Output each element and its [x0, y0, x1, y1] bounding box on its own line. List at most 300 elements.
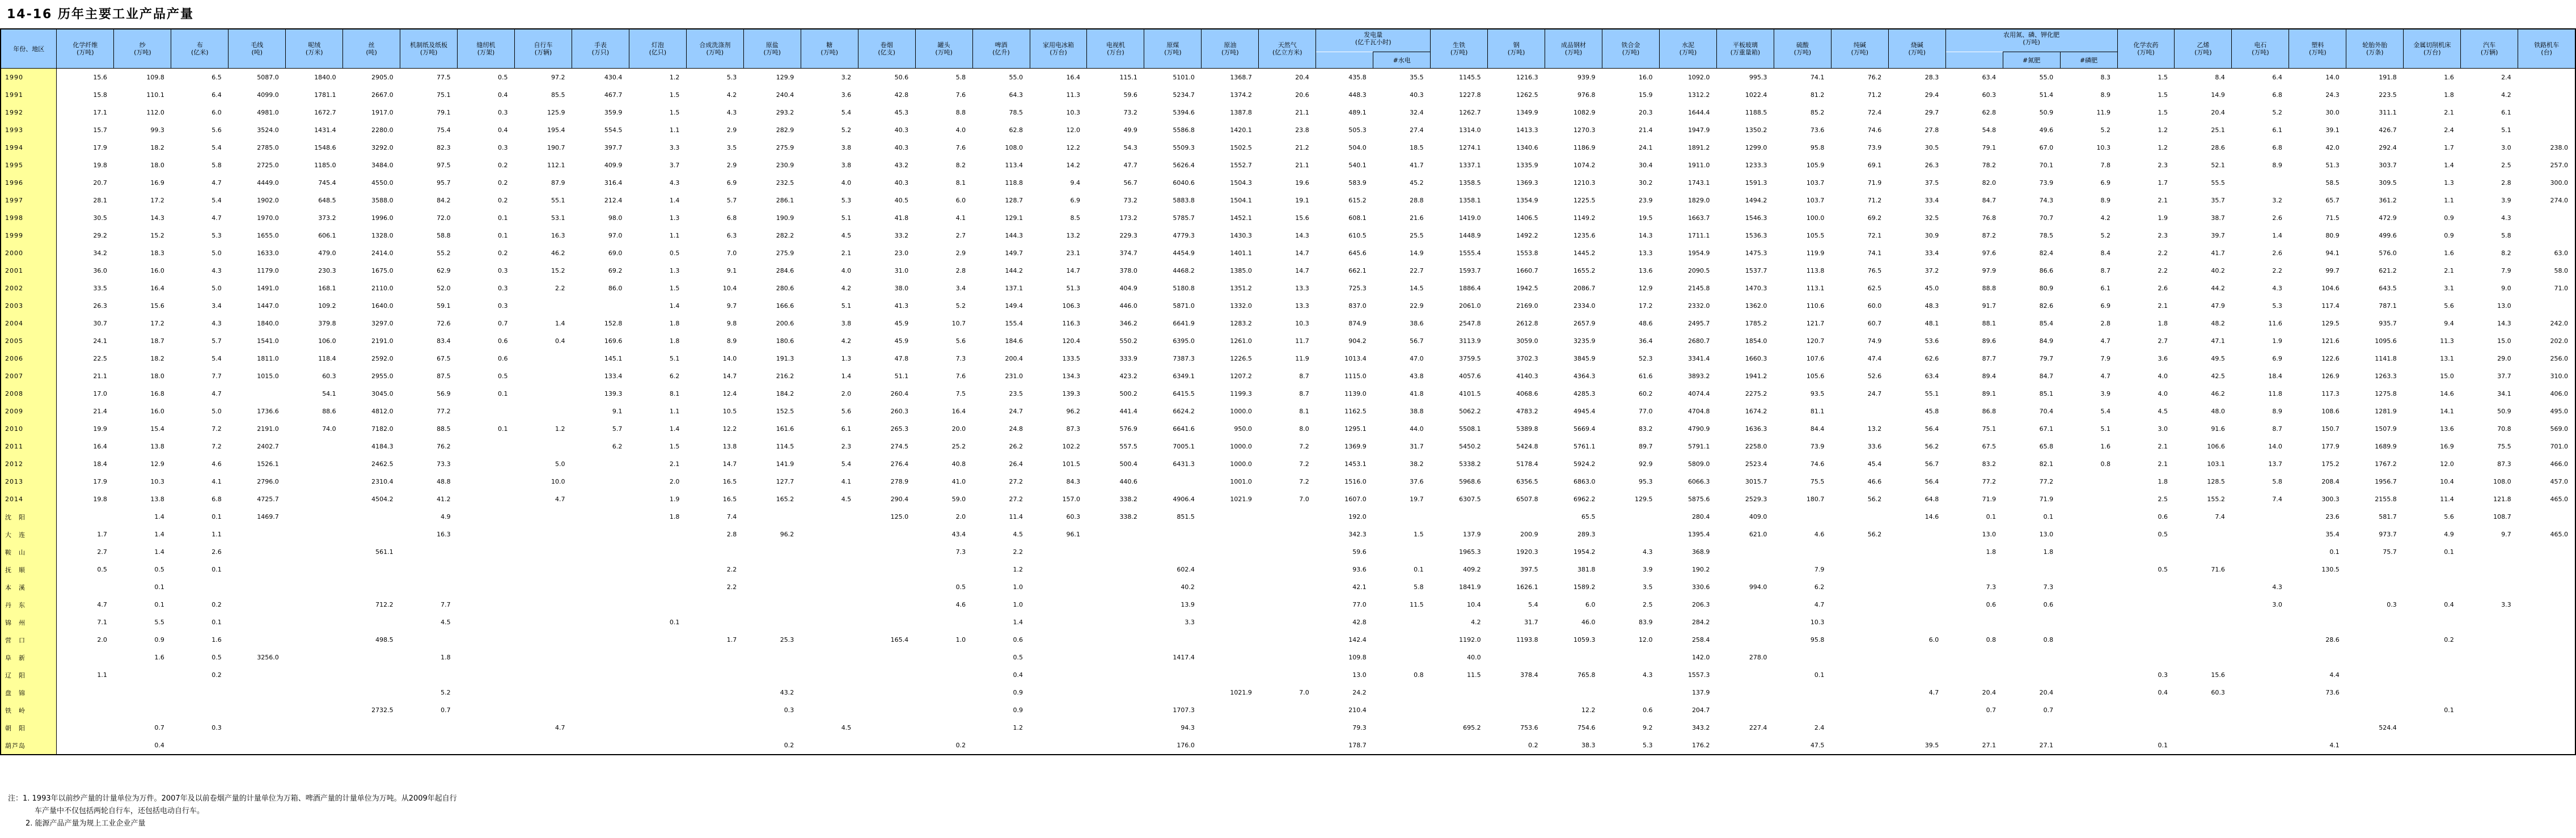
- table-row-1993: [1, 121, 2575, 139]
- data-cell: 71.9: [1945, 490, 2003, 508]
- row-label: 丹 东: [1, 596, 57, 613]
- data-cell: [458, 684, 515, 701]
- data-cell: 60.2: [1602, 385, 1660, 403]
- data-cell: 95.3: [1602, 473, 1660, 490]
- data-cell: 1516.0: [1316, 473, 1373, 490]
- data-cell: 5761.1: [1545, 438, 1602, 455]
- data-cell: 38.2: [1373, 455, 1431, 473]
- data-cell: 4364.3: [1545, 367, 1602, 385]
- data-cell: 7.2: [1259, 455, 1316, 473]
- data-cell: 87.9: [515, 174, 572, 192]
- data-cell: 15.6: [114, 297, 171, 315]
- data-cell: 608.1: [1316, 209, 1373, 227]
- data-cell: 76.2: [1831, 69, 1888, 87]
- data-cell: 423.2: [1087, 367, 1144, 385]
- data-cell: 108.7: [2461, 508, 2518, 526]
- data-cell: [286, 526, 343, 543]
- data-cell: 1.5: [629, 86, 686, 104]
- data-cell: 1332.0: [1202, 297, 1259, 315]
- data-cell: 152.5: [743, 403, 801, 420]
- data-cell: 409.9: [572, 156, 629, 174]
- data-cell: 1552.7: [1202, 156, 1259, 174]
- data-cell: 4704.8: [1659, 403, 1716, 420]
- data-cell: 378.4: [1488, 666, 1545, 684]
- data-cell: 7.6: [915, 139, 972, 156]
- data-cell: [515, 350, 572, 367]
- data-cell: 16.9: [114, 174, 171, 192]
- row-label: 2008: [1, 385, 57, 403]
- data-cell: 1589.2: [1545, 578, 1602, 596]
- data-cell: 290.4: [858, 490, 915, 508]
- data-cell: [801, 631, 858, 649]
- data-cell: 23.8: [1259, 121, 1316, 139]
- data-cell: 995.3: [1716, 69, 1774, 87]
- data-cell: 0.2: [1488, 737, 1545, 755]
- data-cell: [2404, 684, 2461, 701]
- data-cell: 6.4: [2232, 69, 2289, 87]
- data-cell: 1406.5: [1488, 209, 1545, 227]
- table-row-2007: [1, 367, 2575, 385]
- data-cell: [400, 578, 458, 596]
- data-cell: [114, 701, 171, 719]
- data-cell: [972, 737, 1030, 755]
- data-cell: 2529.3: [1716, 490, 1774, 508]
- data-cell: [858, 596, 915, 613]
- row-label: 铁 岭: [1, 701, 57, 719]
- data-cell: 1095.6: [2346, 332, 2404, 350]
- data-cell: 14.0: [2232, 438, 2289, 455]
- data-cell: [458, 473, 515, 490]
- data-cell: 0.1: [458, 209, 515, 227]
- data-cell: [1259, 526, 1316, 543]
- data-cell: 73.2: [1087, 104, 1144, 121]
- data-cell: 280.4: [1659, 508, 1716, 526]
- data-cell: 1644.4: [1659, 104, 1716, 121]
- data-cell: 1475.3: [1716, 244, 1774, 262]
- data-cell: [629, 719, 686, 737]
- data-cell: [229, 701, 286, 719]
- data-cell: 276.4: [858, 455, 915, 473]
- data-cell: [2117, 578, 2175, 596]
- data-cell: 75.4: [400, 121, 458, 139]
- data-cell: 137.9: [1659, 684, 1716, 701]
- data-cell: 223.5: [2346, 86, 2404, 104]
- data-cell: 18.2: [114, 350, 171, 367]
- data-cell: [1888, 543, 1945, 561]
- data-cell: 59.1: [400, 297, 458, 315]
- data-cell: 2612.8: [1488, 315, 1545, 332]
- data-cell: 12.2: [686, 420, 743, 438]
- data-cell: 89.1: [1945, 385, 2003, 403]
- data-cell: 176.2: [1659, 737, 1716, 755]
- data-cell: 2061.0: [1431, 297, 1488, 315]
- data-cell: 56.4: [1888, 473, 1945, 490]
- data-cell: 19.9: [57, 420, 114, 438]
- data-cell: 1430.3: [1202, 227, 1259, 244]
- data-cell: 753.6: [1488, 719, 1545, 737]
- data-cell: 91.7: [1945, 297, 2003, 315]
- data-cell: 77.0: [1316, 596, 1373, 613]
- data-cell: [2117, 543, 2175, 561]
- data-cell: 53.1: [515, 209, 572, 227]
- data-cell: 16.0: [114, 403, 171, 420]
- data-cell: 25.1: [2175, 121, 2232, 139]
- data-cell: 82.0: [1945, 174, 2003, 192]
- data-cell: 1141.8: [2346, 350, 2404, 367]
- data-cell: 96.1: [1030, 526, 1087, 543]
- data-cell: [1716, 543, 1774, 561]
- data-cell: [858, 666, 915, 684]
- data-cell: 851.5: [1144, 508, 1202, 526]
- data-cell: 19.8: [57, 156, 114, 174]
- data-cell: [515, 367, 572, 385]
- data-cell: [343, 737, 400, 755]
- data-cell: 73.6: [2289, 684, 2346, 701]
- data-cell: 5178.4: [1488, 455, 1545, 473]
- data-cell: 82.6: [2003, 297, 2060, 315]
- column-header-8: 自行车 (万辆): [515, 29, 572, 69]
- data-cell: 2.1: [2404, 104, 2461, 121]
- data-cell: 1149.2: [1545, 209, 1602, 227]
- data-cell: 12.4: [686, 385, 743, 403]
- data-cell: 316.4: [572, 174, 629, 192]
- data-cell: 79.1: [400, 104, 458, 121]
- data-cell: 8.9: [2060, 86, 2117, 104]
- data-cell: 19.7: [1373, 490, 1431, 508]
- data-cell: [2117, 596, 2175, 613]
- data-cell: [1087, 649, 1144, 666]
- data-cell: 2.0: [629, 473, 686, 490]
- data-cell: 2.4: [2461, 69, 2518, 87]
- data-cell: 77.2: [1945, 473, 2003, 490]
- data-cell: 50.6: [858, 69, 915, 87]
- data-cell: 5.2: [801, 121, 858, 139]
- data-cell: [1259, 649, 1316, 666]
- table-header: [1, 29, 2575, 69]
- data-cell: [2461, 684, 2518, 701]
- data-cell: [1202, 526, 1259, 543]
- data-cell: 53.6: [1888, 332, 1945, 350]
- data-cell: 1504.1: [1202, 192, 1259, 209]
- table-row-1995: [1, 156, 2575, 174]
- data-cell: 6641.6: [1144, 420, 1202, 438]
- data-cell: 258.4: [1659, 631, 1716, 649]
- data-cell: 5669.4: [1545, 420, 1602, 438]
- data-cell: 5.1: [629, 350, 686, 367]
- data-cell: [801, 666, 858, 684]
- data-cell: [2117, 631, 2175, 649]
- data-cell: 89.4: [1945, 367, 2003, 385]
- data-cell: [2404, 561, 2461, 578]
- data-cell: 4.9: [400, 508, 458, 526]
- data-cell: [57, 737, 114, 755]
- data-cell: [686, 737, 743, 755]
- data-cell: 11.9: [1259, 350, 1316, 367]
- data-cell: 5234.7: [1144, 86, 1202, 104]
- data-cell: 374.7: [1087, 244, 1144, 262]
- data-cell: 13.2: [1030, 227, 1087, 244]
- data-cell: [1087, 701, 1144, 719]
- data-cell: 4.7: [171, 209, 229, 227]
- data-cell: 43.2: [858, 156, 915, 174]
- data-cell: [114, 666, 171, 684]
- data-cell: [1831, 684, 1888, 701]
- data-cell: 4.9: [2404, 526, 2461, 543]
- data-cell: 14.9: [2175, 86, 2232, 104]
- data-cell: 499.6: [2346, 227, 2404, 244]
- data-cell: 1015.0: [229, 367, 286, 385]
- data-cell: 60.0: [1831, 297, 1888, 315]
- data-cell: 84.4: [1774, 420, 1831, 438]
- data-cell: 65.5: [1545, 508, 1602, 526]
- data-cell: 112.1: [515, 156, 572, 174]
- data-cell: [858, 649, 915, 666]
- data-cell: 117.3: [2289, 385, 2346, 403]
- data-cell: 86.0: [572, 280, 629, 297]
- data-cell: 1.9: [629, 490, 686, 508]
- data-cell: 0.2: [743, 737, 801, 755]
- data-cell: [1373, 684, 1431, 701]
- data-cell: 84.3: [1030, 473, 1087, 490]
- data-cell: 41.2: [400, 490, 458, 508]
- data-cell: 97.0: [572, 227, 629, 244]
- data-cell: 87.5: [400, 367, 458, 385]
- data-cell: 0.1: [2404, 701, 2461, 719]
- row-label: 辽 阳: [1, 666, 57, 684]
- data-cell: 184.6: [972, 332, 1030, 350]
- data-cell: 1689.9: [2346, 438, 2404, 455]
- table-row-2008: [1, 385, 2575, 403]
- data-cell: 55.0: [2003, 69, 2060, 87]
- data-cell: 7.8: [2060, 156, 2117, 174]
- data-cell: 83.2: [1602, 420, 1660, 438]
- data-cell: [2461, 737, 2518, 755]
- data-cell: 79.1: [1945, 139, 2003, 156]
- data-cell: 43.8: [1373, 367, 1431, 385]
- table-row-2005: [1, 332, 2575, 350]
- data-cell: [2518, 701, 2575, 719]
- data-cell: 42.8: [1316, 613, 1373, 631]
- data-cell: 41.7: [2175, 244, 2232, 262]
- data-cell: 1767.2: [2346, 455, 2404, 473]
- data-cell: 129.1: [972, 209, 1030, 227]
- data-cell: 4.0: [801, 174, 858, 192]
- corner-header: 年份、地区: [1, 29, 57, 69]
- data-cell: 46.0: [1545, 613, 1602, 631]
- data-cell: 97.9: [1945, 262, 2003, 280]
- data-cell: 86.6: [2003, 262, 2060, 280]
- data-cell: 643.5: [2346, 280, 2404, 297]
- data-cell: 230.9: [743, 156, 801, 174]
- data-cell: 64.3: [972, 86, 1030, 104]
- data-cell: 10.4: [1431, 596, 1488, 613]
- data-cell: [515, 543, 572, 561]
- data-cell: 12.0: [1602, 631, 1660, 649]
- data-cell: 50.9: [2461, 403, 2518, 420]
- data-cell: 935.7: [2346, 315, 2404, 332]
- data-cell: 8.2: [915, 156, 972, 174]
- data-cell: 489.1: [1316, 104, 1373, 121]
- data-cell: 44.2: [2175, 280, 2232, 297]
- data-cell: [171, 737, 229, 755]
- data-cell: [2461, 578, 2518, 596]
- table-row-盘锦: [1, 684, 2575, 701]
- data-cell: [743, 649, 801, 666]
- data-cell: 4.1: [915, 209, 972, 227]
- data-cell: 95.7: [400, 174, 458, 192]
- data-cell: 40.3: [1373, 86, 1431, 104]
- data-cell: [2404, 613, 2461, 631]
- data-cell: 63.0: [2518, 244, 2575, 262]
- data-cell: 1640.0: [343, 297, 400, 315]
- data-cell: 10.5: [686, 403, 743, 420]
- data-cell: 11.3: [1030, 86, 1087, 104]
- table-row-2002: [1, 280, 2575, 297]
- data-cell: [1202, 596, 1259, 613]
- data-cell: [2518, 543, 2575, 561]
- data-cell: 16.4: [915, 403, 972, 420]
- data-cell: [2346, 578, 2404, 596]
- data-cell: 0.2: [171, 596, 229, 613]
- data-cell: 166.6: [743, 297, 801, 315]
- data-cell: 6395.0: [1144, 332, 1202, 350]
- data-cell: [2232, 737, 2289, 755]
- data-cell: 2.5: [2117, 490, 2175, 508]
- data-cell: [229, 613, 286, 631]
- data-cell: [1602, 649, 1660, 666]
- data-cell: 84.2: [400, 192, 458, 209]
- data-cell: [171, 578, 229, 596]
- data-cell: 1358.5: [1431, 174, 1488, 192]
- data-cell: 13.8: [686, 438, 743, 455]
- data-cell: 1.7: [686, 631, 743, 649]
- data-cell: 381.8: [1545, 561, 1602, 578]
- data-cell: [1202, 508, 1259, 526]
- data-cell: 113.4: [972, 156, 1030, 174]
- data-cell: 20.4: [2003, 684, 2060, 701]
- data-cell: 23.0: [858, 244, 915, 262]
- data-cell: 5871.0: [1144, 297, 1202, 315]
- data-cell: 18.7: [114, 332, 171, 350]
- data-cell: 4068.6: [1488, 385, 1545, 403]
- data-cell: 4.2: [801, 332, 858, 350]
- data-cell: 4.7: [2060, 367, 2117, 385]
- data-cell: 2.3: [801, 438, 858, 455]
- data-cell: 0.1: [171, 508, 229, 526]
- data-cell: 430.4: [572, 69, 629, 87]
- data-cell: 2.0: [57, 631, 114, 649]
- data-cell: 6.8: [2232, 86, 2289, 104]
- data-cell: [343, 666, 400, 684]
- data-cell: 6.9: [2232, 350, 2289, 367]
- column-header-23: 生铁 (万吨): [1431, 29, 1488, 69]
- data-cell: 184.2: [743, 385, 801, 403]
- data-cell: 29.2: [57, 227, 114, 244]
- data-cell: 2.2: [2117, 244, 2175, 262]
- table-row-1994: [1, 139, 2575, 156]
- data-cell: 1074.2: [1545, 156, 1602, 174]
- data-cell: 2955.0: [343, 367, 400, 385]
- data-cell: 70.8: [2461, 420, 2518, 438]
- data-cell: 3759.5: [1431, 350, 1488, 367]
- data-cell: 6962.2: [1545, 490, 1602, 508]
- data-cell: 2495.7: [1659, 315, 1716, 332]
- data-cell: [858, 543, 915, 561]
- data-cell: 80.9: [2289, 227, 2346, 244]
- data-cell: 190.7: [515, 139, 572, 156]
- data-cell: [1087, 684, 1144, 701]
- data-cell: 42.0: [2289, 139, 2346, 156]
- data-cell: 1.4: [114, 543, 171, 561]
- data-cell: 93.5: [1774, 385, 1831, 403]
- data-cell: [286, 561, 343, 578]
- data-cell: [2060, 684, 2117, 701]
- data-cell: 99.3: [114, 121, 171, 139]
- data-cell: [1888, 561, 1945, 578]
- data-cell: 54.3: [1087, 139, 1144, 156]
- data-cell: [801, 701, 858, 719]
- data-cell: [458, 613, 515, 631]
- data-cell: 37.6: [1373, 473, 1431, 490]
- data-cell: 472.9: [2346, 209, 2404, 227]
- data-cell: 121.6: [2289, 332, 2346, 350]
- data-cell: 13.0: [1945, 526, 2003, 543]
- data-cell: 1917.0: [343, 104, 400, 121]
- data-cell: [1431, 508, 1488, 526]
- data-cell: [286, 649, 343, 666]
- data-cell: [629, 684, 686, 701]
- data-cell: 1350.2: [1716, 121, 1774, 139]
- data-cell: [743, 508, 801, 526]
- data-cell: [1202, 719, 1259, 737]
- data-cell: [1144, 526, 1202, 543]
- data-cell: [2289, 701, 2346, 719]
- data-cell: 17.9: [57, 473, 114, 490]
- column-header-27: 水泥 (万吨): [1659, 29, 1716, 69]
- data-cell: 51.3: [2289, 156, 2346, 174]
- table-row-1990: [1, 69, 2575, 87]
- data-cell: 1593.7: [1431, 262, 1488, 280]
- data-cell: 4.7: [1774, 596, 1831, 613]
- data-cell: 0.6: [2117, 508, 2175, 526]
- row-label: 2004: [1, 315, 57, 332]
- data-cell: 256.0: [2518, 350, 2575, 367]
- data-cell: 1557.3: [1659, 666, 1716, 684]
- data-cell: [1831, 613, 1888, 631]
- data-cell: 32.4: [1373, 104, 1431, 121]
- data-cell: 73.9: [1774, 438, 1831, 455]
- data-cell: 286.1: [743, 192, 801, 209]
- data-cell: 3235.9: [1545, 332, 1602, 350]
- data-cell: [572, 596, 629, 613]
- data-cell: 2547.8: [1431, 315, 1488, 332]
- data-cell: 5.3: [801, 192, 858, 209]
- data-cell: 13.0: [2003, 526, 2060, 543]
- data-cell: 1.8: [1945, 543, 2003, 561]
- data-cell: 2191.0: [343, 332, 400, 350]
- data-cell: 561.1: [343, 543, 400, 561]
- data-cell: 39.5: [1888, 737, 1945, 755]
- data-cell: 87.2: [1945, 227, 2003, 244]
- data-cell: [1831, 631, 1888, 649]
- data-cell: 4.7: [171, 385, 229, 403]
- table-row-2004: [1, 315, 2575, 332]
- data-cell: 4.7: [515, 719, 572, 737]
- data-cell: 45.0: [1888, 280, 1945, 297]
- data-cell: [1259, 737, 1316, 755]
- data-cell: [343, 684, 400, 701]
- column-header-36: 塑料 (万吨): [2289, 29, 2346, 69]
